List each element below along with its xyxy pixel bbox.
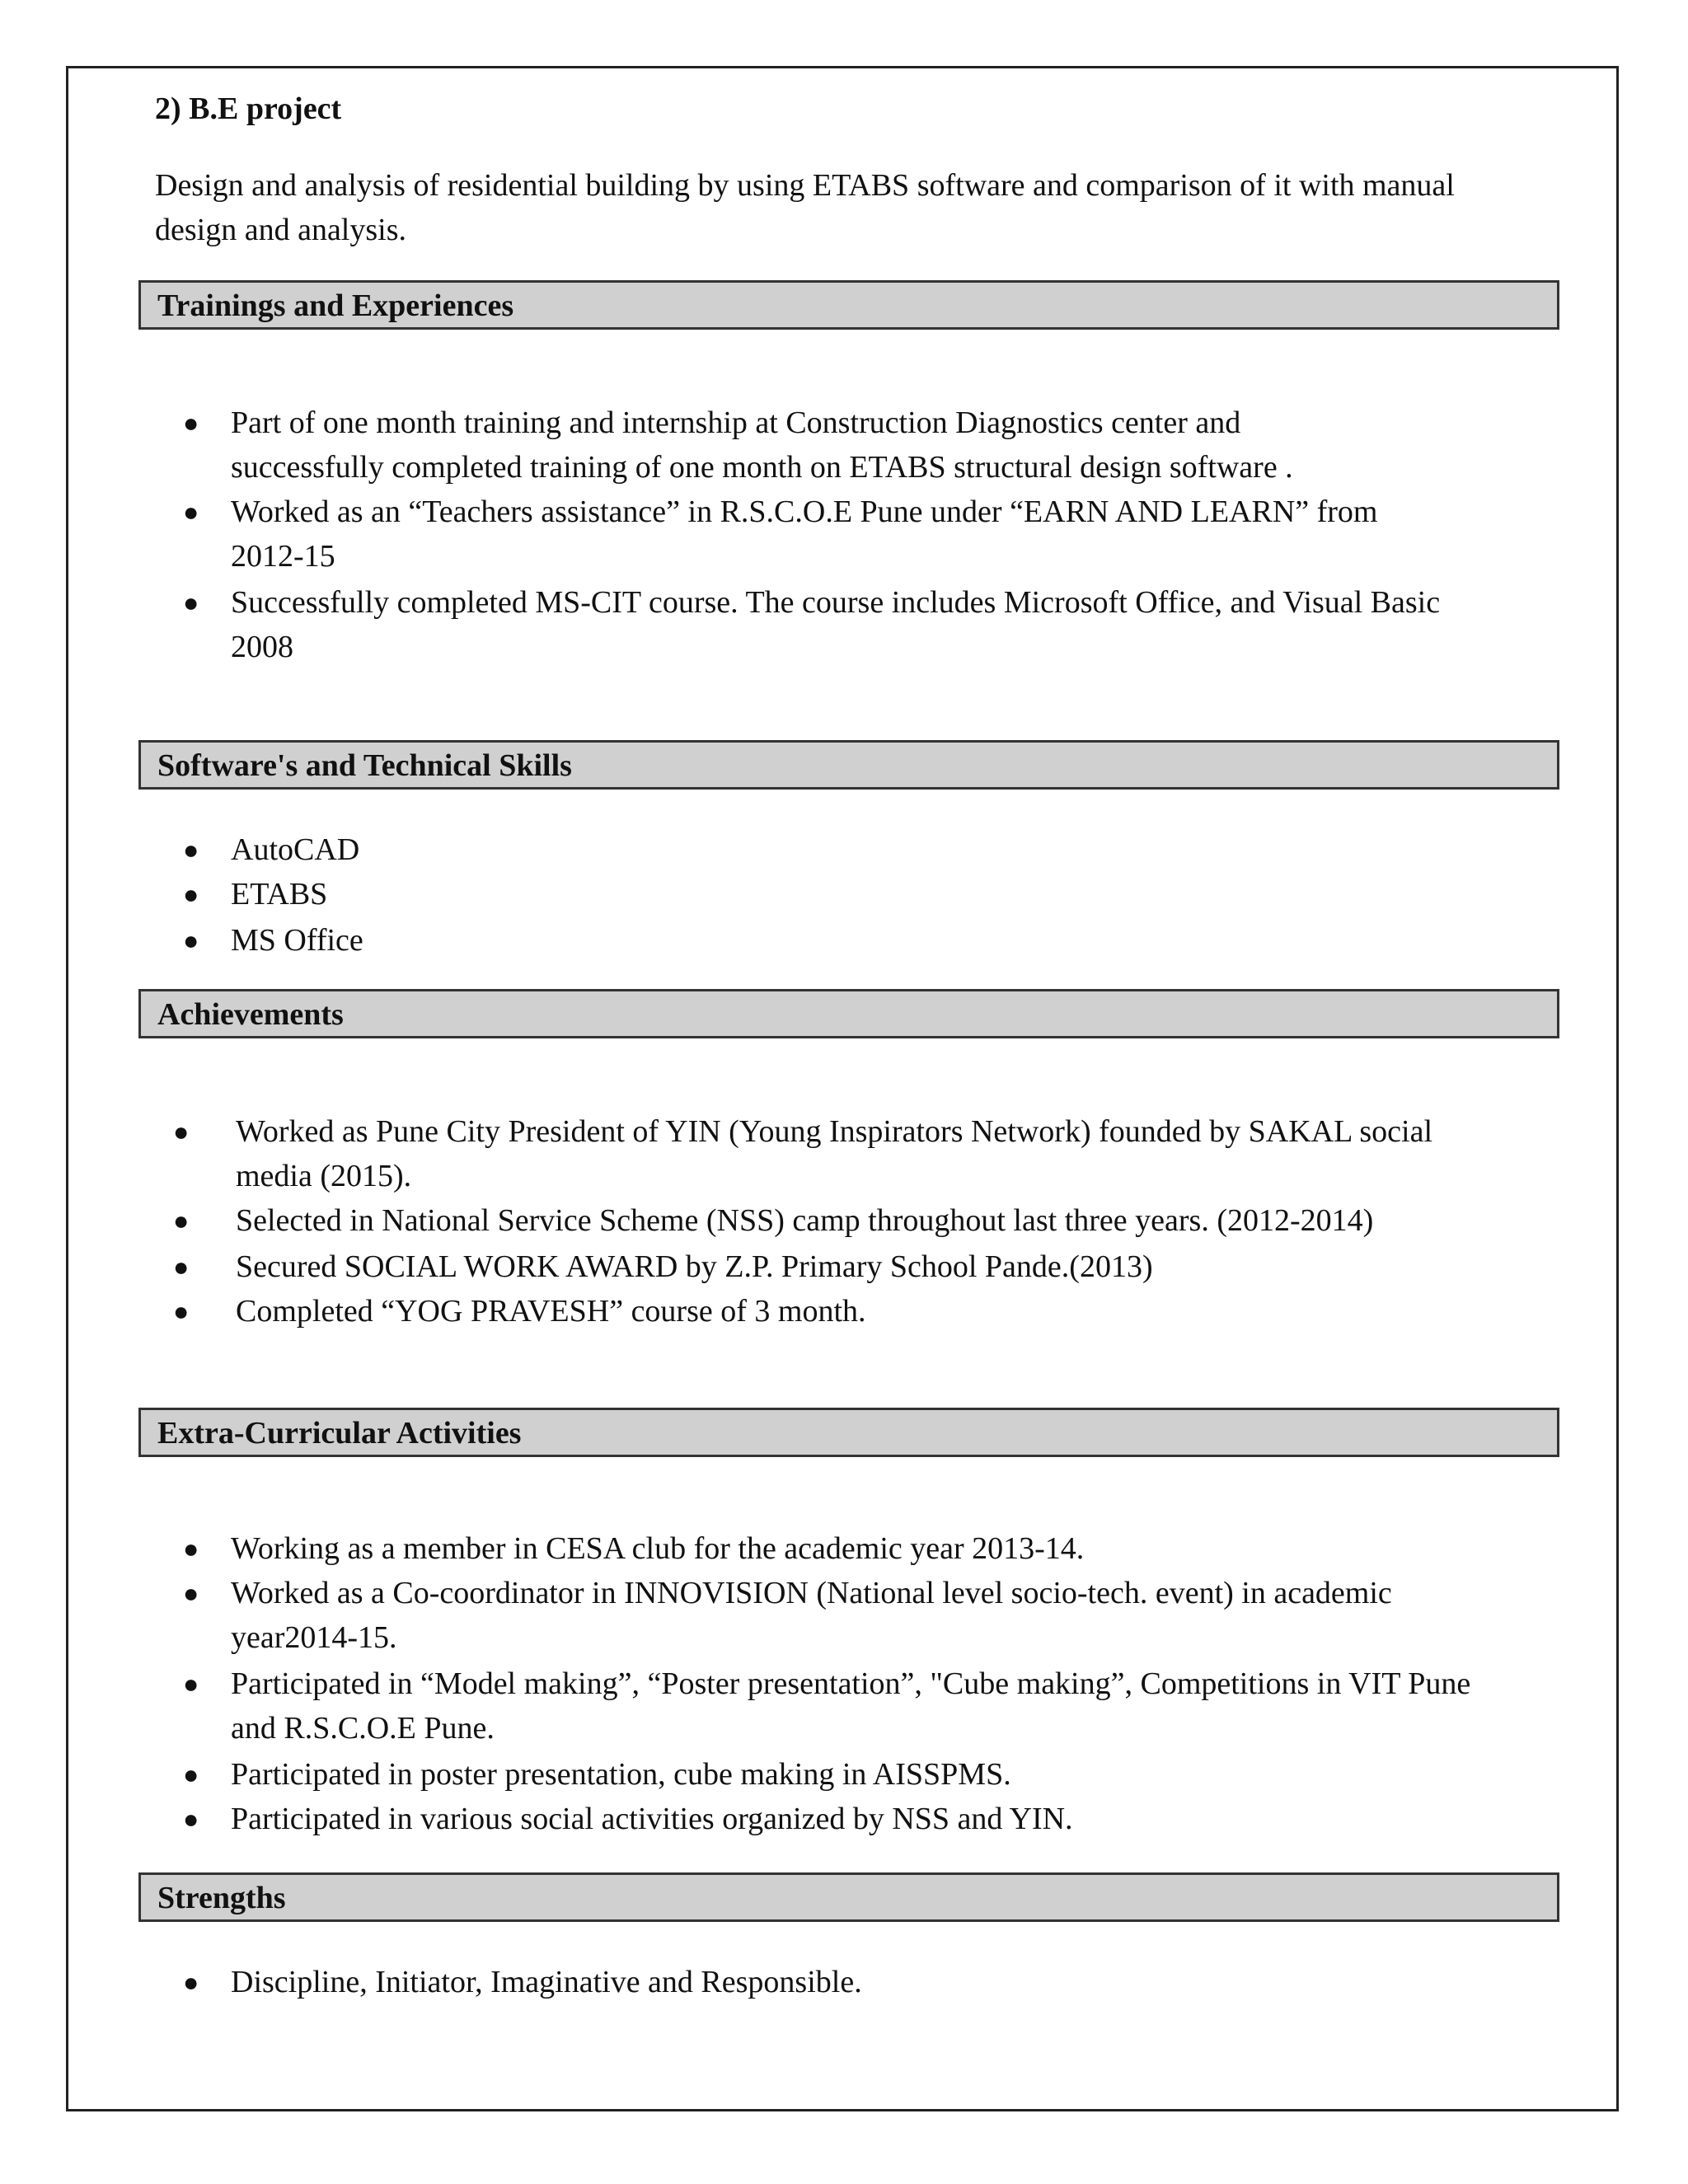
achievement-item-1-line-1: Worked as Pune City President of YIN (Young Inspirators Network) founded by SAKAL social <box>236 1114 1433 1149</box>
bullet-icon: ● <box>183 497 199 527</box>
activity-item-1: Working as a member in CESA club for the academic year 2013-14. <box>231 1531 1085 1566</box>
bullet-icon: ● <box>173 1117 190 1146</box>
training-item-2-line-2: 2012-15 <box>231 539 335 574</box>
activity-item-3-line-1: Participated in “Model making”, “Poster presentation”, "Cube making”, Competitions in VIT Pune <box>231 1666 1471 1701</box>
section-header-software <box>138 740 1559 790</box>
section-title: Software's and Technical Skills <box>157 748 572 783</box>
bullet-icon: ● <box>183 1804 199 1834</box>
achievement-item-4: Completed “YOG PRAVESH” course of 3 month. <box>236 1294 866 1329</box>
section-title: Extra-Curricular Activities <box>157 1416 522 1451</box>
skill-item-2: ETABS <box>231 877 328 912</box>
section-header-trainings <box>138 280 1559 330</box>
activity-item-4: Participated in poster presentation, cube making in AISSPMS. <box>231 1757 1011 1792</box>
bullet-icon: ● <box>183 926 199 955</box>
skill-item-1: AutoCAD <box>231 832 360 867</box>
section-header-strengths <box>138 1872 1559 1922</box>
activity-item-5: Participated in various social activities organized by NSS and YIN. <box>231 1802 1073 1836</box>
bullet-icon: ● <box>183 1760 199 1789</box>
skill-item-3: MS Office <box>231 923 363 958</box>
bullet-icon: ● <box>183 879 199 909</box>
section-header-extra-curricular <box>138 1408 1559 1457</box>
section-title: Strengths <box>157 1881 286 1915</box>
bullet-icon: ● <box>173 1296 190 1326</box>
achievement-item-2: Selected in National Service Scheme (NSS) camp throughout last three years. (2012-2014) <box>236 1203 1374 1238</box>
project-description-line-1: Design and analysis of residential building by using ETABS software and comparison of it with manual <box>155 168 1455 203</box>
activity-item-2-line-2: year2014-15. <box>231 1620 397 1655</box>
section-header-achievements <box>138 989 1559 1038</box>
bullet-icon: ● <box>183 1967 199 1997</box>
activity-item-2-line-1: Worked as a Co-coordinator in INNOVISION (National level socio-tech. event) in academic <box>231 1576 1392 1610</box>
project-title: 2) B.E project <box>155 91 342 126</box>
achievement-item-1-line-2: media (2015). <box>236 1159 412 1193</box>
strength-item-1: Discipline, Initiator, Imaginative and Responsible. <box>231 1965 862 1999</box>
bullet-icon: ● <box>183 1534 199 1563</box>
project-description-line-2: design and analysis. <box>155 213 407 247</box>
training-item-2-line-1: Worked as an “Teachers assistance” in R.S.C.O.E Pune under “EARN AND LEARN” from <box>231 494 1378 529</box>
training-item-3-line-2: 2008 <box>231 630 293 664</box>
training-item-1-line-1: Part of one month training and internship at Construction Diagnostics center and <box>231 405 1241 440</box>
bullet-icon: ● <box>183 588 199 617</box>
section-title: Trainings and Experiences <box>157 288 514 323</box>
activity-item-3-line-2: and R.S.C.O.E Pune. <box>231 1711 495 1746</box>
training-item-1-line-2: successfully completed training of one month on ETABS structural design software . <box>231 450 1293 485</box>
bullet-icon: ● <box>183 1578 199 1608</box>
bullet-icon: ● <box>183 1669 199 1699</box>
section-title: Achievements <box>157 997 344 1032</box>
bullet-icon: ● <box>183 408 199 438</box>
achievement-item-3: Secured SOCIAL WORK AWARD by Z.P. Primary School Pande.(2013) <box>236 1249 1153 1284</box>
bullet-icon: ● <box>173 1252 190 1282</box>
bullet-icon: ● <box>183 835 199 865</box>
training-item-3-line-1: Successfully completed MS-CIT course. The course includes Microsoft Office, and Visual Basic <box>231 585 1441 620</box>
bullet-icon: ● <box>173 1206 190 1235</box>
